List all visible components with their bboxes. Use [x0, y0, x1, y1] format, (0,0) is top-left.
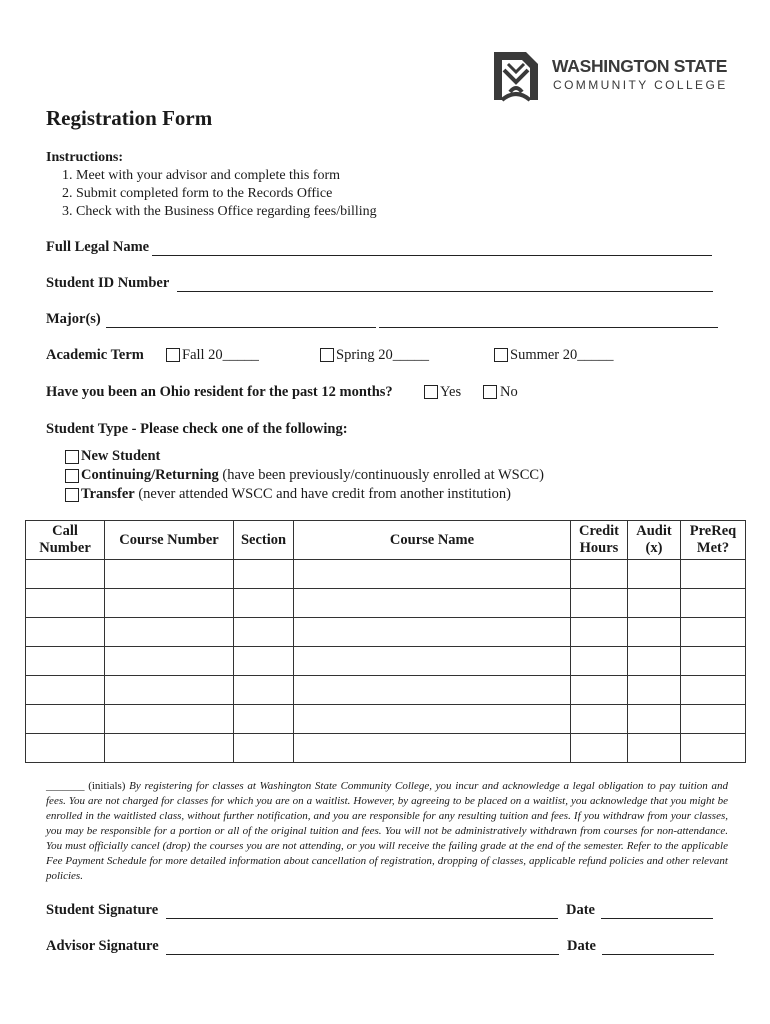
col-audit: Audit (x) — [628, 521, 681, 560]
table-cell[interactable] — [571, 618, 628, 647]
advisor-signature-field[interactable] — [166, 954, 559, 955]
table-cell[interactable] — [294, 705, 571, 734]
table-cell[interactable] — [26, 589, 105, 618]
disclaimer-text: By registering for classes at Washington State Community College, you incur and acknowledge a legal obligation to pay tuition and fees. You are not charged for classes for which you are on a waitlist. However, by agreeing to be placed on a waitlist, you acknowledge that you might be enrolled in the waitlisted class, without further notification, and you are responsible for any resulting tuition and fees. If you withdraw from your classes, you may be responsible for a portion or all of the original tuition and fees. You will not be administratively withdrawn from courses for non-attendance. You must officially cancel (drop) the courses you are not attending, or you will receive the failing grade at the end of the semester. Refer to the applicable Fee Payment Schedule for more detailed information about cancellation of registration, dropping of classes, applicable refund policies and other relevant policies. — [46, 780, 728, 882]
instructions-heading: Instructions: — [46, 150, 124, 165]
table-cell[interactable] — [26, 734, 105, 763]
legal-disclaimer — [46, 779, 728, 884]
student-signature-label: Student Signature — [46, 902, 159, 918]
student-id-label: Student ID Number — [46, 275, 170, 291]
table-row — [26, 734, 746, 763]
majors-label: Major(s) — [46, 311, 101, 327]
table-cell[interactable] — [105, 705, 234, 734]
residency-no-checkbox[interactable] — [483, 385, 497, 399]
table-cell[interactable] — [105, 676, 234, 705]
table-cell[interactable] — [294, 589, 571, 618]
transfer-label: Transfer — [81, 486, 135, 502]
transfer-checkbox[interactable] — [65, 488, 79, 502]
continuing-label: Continuing/Returning — [81, 467, 219, 483]
continuing-note: (have been previously/continuously enrolled at WSCC) — [218, 467, 544, 483]
page-title: Registration Form — [46, 106, 213, 130]
table-cell[interactable] — [628, 734, 681, 763]
table-cell[interactable] — [294, 676, 571, 705]
spring-checkbox[interactable] — [320, 348, 334, 362]
course-table-body — [26, 560, 746, 763]
summer-checkbox[interactable] — [494, 348, 508, 362]
fall-checkbox[interactable] — [166, 348, 180, 362]
advisor-date-field[interactable] — [602, 954, 714, 955]
new-student-option — [81, 448, 160, 465]
table-cell[interactable] — [234, 705, 294, 734]
table-cell[interactable] — [294, 734, 571, 763]
college-logo — [490, 48, 730, 106]
col-call-number: Call Number — [26, 521, 105, 560]
student-date-label: Date — [566, 902, 595, 918]
col-course-number: Course Number — [105, 521, 234, 560]
table-cell[interactable] — [681, 705, 746, 734]
table-cell[interactable] — [571, 560, 628, 589]
summer-option-label: Summer 20_____ — [510, 347, 614, 363]
full-name-field[interactable] — [152, 255, 712, 256]
table-cell[interactable] — [26, 705, 105, 734]
table-cell[interactable] — [628, 647, 681, 676]
table-cell[interactable] — [234, 647, 294, 676]
continuing-option — [81, 467, 544, 484]
table-cell[interactable] — [26, 560, 105, 589]
table-cell[interactable] — [234, 676, 294, 705]
advisor-date-label: Date — [567, 938, 596, 954]
table-cell[interactable] — [628, 560, 681, 589]
table-cell[interactable] — [105, 618, 234, 647]
student-id-field[interactable] — [177, 291, 713, 292]
fall-option-label: Fall 20_____ — [182, 347, 259, 363]
major-field-1[interactable] — [106, 327, 376, 328]
new-student-label: New Student — [81, 448, 161, 464]
table-cell[interactable] — [234, 560, 294, 589]
table-row — [26, 560, 746, 589]
table-cell[interactable] — [681, 676, 746, 705]
table-cell[interactable] — [105, 734, 234, 763]
table-cell[interactable] — [681, 734, 746, 763]
table-cell[interactable] — [681, 560, 746, 589]
residency-no-label: No — [500, 384, 518, 400]
logo-name: WASHINGTON STATE — [552, 56, 728, 76]
table-cell[interactable] — [234, 734, 294, 763]
course-table — [25, 520, 746, 763]
instruction-item: 2. Submit completed form to the Records Office — [62, 186, 333, 201]
table-cell[interactable] — [681, 647, 746, 676]
table-cell[interactable] — [105, 560, 234, 589]
table-row — [26, 647, 746, 676]
table-cell[interactable] — [681, 618, 746, 647]
student-signature-field[interactable] — [166, 918, 558, 919]
academic-term-label: Academic Term — [46, 347, 144, 363]
col-course-name: Course Name — [294, 521, 571, 560]
table-row — [26, 618, 746, 647]
table-cell[interactable] — [26, 618, 105, 647]
table-cell[interactable] — [571, 647, 628, 676]
table-cell[interactable] — [26, 647, 105, 676]
table-cell[interactable] — [294, 618, 571, 647]
col-section: Section — [234, 521, 294, 560]
table-cell[interactable] — [571, 589, 628, 618]
table-cell[interactable] — [26, 676, 105, 705]
residency-yes-label: Yes — [440, 384, 462, 400]
table-cell[interactable] — [294, 647, 571, 676]
table-cell[interactable] — [234, 618, 294, 647]
instruction-item: 1. Meet with your advisor and complete this form — [62, 168, 340, 183]
table-cell[interactable] — [294, 560, 571, 589]
table-cell[interactable] — [628, 618, 681, 647]
spring-option-label: Spring 20_____ — [336, 347, 430, 363]
table-cell[interactable] — [571, 705, 628, 734]
initials-blank[interactable]: _______ — [46, 780, 85, 792]
full-name-label: Full Legal Name — [46, 239, 150, 255]
new-student-checkbox[interactable] — [65, 450, 79, 464]
table-cell[interactable] — [105, 589, 234, 618]
col-credit-hours: Credit Hours — [571, 521, 628, 560]
transfer-note: (never attended WSCC and have credit from another institution) — [134, 486, 511, 502]
student-date-field[interactable] — [601, 918, 713, 919]
initials-label: (initials) — [84, 780, 126, 792]
table-cell[interactable] — [681, 589, 746, 618]
continuing-checkbox[interactable] — [65, 469, 79, 483]
table-cell[interactable] — [628, 705, 681, 734]
college-emblem-icon — [490, 48, 542, 104]
transfer-option — [81, 486, 511, 503]
residency-yes-checkbox[interactable] — [424, 385, 438, 399]
advisor-signature-label: Advisor Signature — [46, 938, 159, 954]
instruction-item: 3. Check with the Business Office regarding fees/billing — [62, 204, 377, 219]
col-prereq: PreReq Met? — [681, 521, 746, 560]
residency-question: Have you been an Ohio resident for the past 12 months? — [46, 384, 393, 400]
table-header-row — [26, 521, 746, 560]
table-cell[interactable] — [571, 734, 628, 763]
student-type-label: Student Type - Please check one of the following: — [46, 421, 348, 437]
major-field-2[interactable] — [379, 327, 718, 328]
table-row — [26, 676, 746, 705]
table-cell[interactable] — [628, 589, 681, 618]
table-cell[interactable] — [234, 589, 294, 618]
logo-subtitle: COMMUNITY COLLEGE — [553, 78, 728, 92]
table-cell[interactable] — [628, 676, 681, 705]
table-cell[interactable] — [105, 647, 234, 676]
table-row — [26, 705, 746, 734]
table-row — [26, 589, 746, 618]
table-cell[interactable] — [571, 676, 628, 705]
